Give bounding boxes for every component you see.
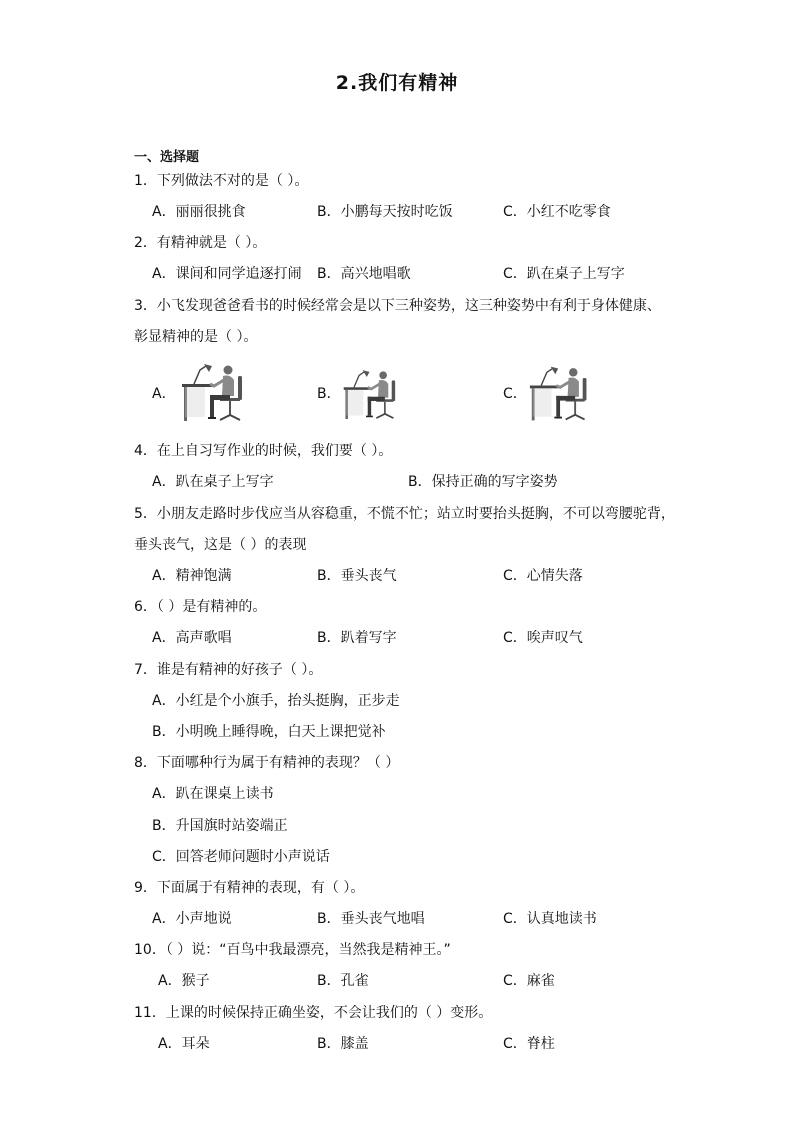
posture-figure-c [528,364,594,424]
posture-figure-a [180,362,250,424]
option-a[interactable]: A．小红是个小旗手，抬头挺胸，正步走 [152,693,400,709]
question-stem: 11．上课的时候保持正确坐姿，不会让我们的（ ）变形。 [134,1005,493,1021]
question-stem: 3．小飞发现爸爸看书的时候经常会是以下三种姿势，这三种姿势中有利于身体健康、 [134,298,661,314]
option-b[interactable]: B．趴着写字 [317,630,397,646]
option-c[interactable]: C．认真地读书 [503,911,597,927]
question-stem: 8．下面哪种行为属于有精神的表现？（ ） [134,755,400,771]
option-c[interactable]: C．心情失落 [503,568,583,584]
option-b[interactable]: B．小明晚上睡得晚，白天上课把觉补 [152,724,386,740]
question-stem: 1．下列做法不对的是（ ）。 [134,173,309,189]
option-b[interactable]: B．膝盖 [317,1036,369,1052]
option-b[interactable]: B．垂头丧气地唱 [317,911,425,927]
question-stem: 5．小朋友走路时步伐应当从容稳重，不慌不忙；站立时要抬头挺胸，不可以弯腰驼背， [134,506,675,522]
option-c[interactable]: C． [503,386,527,402]
option-a[interactable]: A．小声地说 [152,911,232,927]
question-stem: 9．下面属于有精神的表现，有（ ）。 [134,880,365,896]
option-b[interactable]: B．保持正确的写字姿势 [408,474,558,490]
question-stem: 10．（ ）说：“百鸟中我最漂亮，当然我是精神王。” [134,942,451,958]
option-c[interactable]: C．趴在桌子上写字 [503,266,625,282]
question-stem: 6．（ ）是有精神的。 [134,599,267,615]
option-c[interactable]: C．麻雀 [503,973,555,989]
option-c[interactable]: C．回答老师问题时小声说话 [152,849,330,865]
question-stem-cont: 彰显精神的是（ ）。 [134,329,258,345]
section-heading: 一、选择题 [134,150,200,165]
option-c[interactable]: C．唉声叹气 [503,630,583,646]
question-stem: 2．有精神就是（ ）。 [134,235,267,251]
posture-figure-b [342,366,402,424]
option-a[interactable]: A．丽丽很挑食 [152,204,246,220]
option-a[interactable]: A．趴在课桌上读书 [152,786,274,802]
question-stem: 7．谁是有精神的好孩子（ ）。 [134,662,323,678]
option-a[interactable]: A．高声歌唱 [152,630,232,646]
question-stem-cont: 垂头丧气，这是（ ）的表现 [134,537,307,553]
option-a[interactable]: A．猴子 [158,973,210,989]
option-c[interactable]: C．小红不吃零食 [503,204,611,220]
option-a[interactable]: A．精神饱满 [152,568,232,584]
option-b[interactable]: B． [317,386,341,402]
option-b[interactable]: B．垂头丧气 [317,568,397,584]
option-a[interactable]: A．趴在桌子上写字 [152,474,274,490]
option-a[interactable]: A．耳朵 [158,1036,210,1052]
option-a[interactable]: A． [152,386,176,402]
question-stem: 4．在上自习写作业的时候，我们要（ ）。 [134,443,393,459]
option-b[interactable]: B．高兴地唱歌 [317,266,411,282]
page-title: 2.我们有精神 [335,72,459,94]
option-b[interactable]: B．升国旗时站姿端正 [152,818,288,834]
option-c[interactable]: C．脊柱 [503,1036,555,1052]
option-b[interactable]: B．孔雀 [317,973,369,989]
option-b[interactable]: B．小鹏每天按时吃饭 [317,204,453,220]
option-a[interactable]: A．课间和同学追逐打闹 [152,266,302,282]
